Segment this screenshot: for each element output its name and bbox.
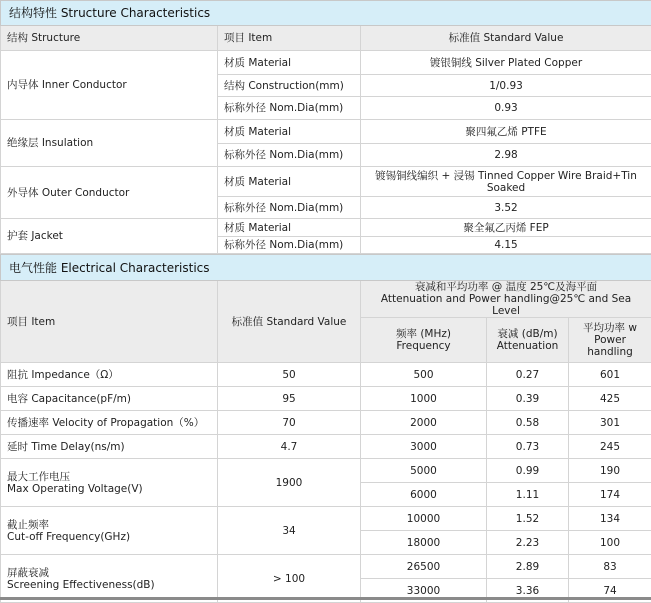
item-cell: 标称外径 Nom.Dia(mm) <box>218 237 361 254</box>
table-row <box>1 120 651 144</box>
table-row <box>1 507 651 531</box>
item-cell: 标称外径 Nom.Dia(mm) <box>218 97 361 120</box>
value-cell: 3.52 <box>361 197 651 219</box>
power-cell: 174 <box>569 483 651 507</box>
table-row <box>1 555 651 579</box>
table-row <box>1 411 651 435</box>
value-cell: 镀银铜线 Silver Plated Copper <box>361 51 651 75</box>
power-label-cn: 平均功率 w <box>575 322 645 334</box>
item-cell: 材质 Material <box>218 167 361 197</box>
frequency-cell: 2000 <box>361 411 487 435</box>
power-cell: 100 <box>569 531 651 555</box>
attenuation-label-en: Attenuation <box>493 340 562 352</box>
power-cell: 601 <box>569 363 651 387</box>
item-cell <box>1 555 218 603</box>
attenuation-cell: 2.89 <box>487 555 569 579</box>
header-frequency <box>361 318 487 363</box>
item-label-en: Cut-off Frequency(GHz) <box>7 531 211 543</box>
item-cell: 材质 Material <box>218 219 361 237</box>
attenuation-title-en: Attenuation and Power handling@25℃ and Sea Level <box>367 293 645 317</box>
item-cell: 标称外径 Nom.Dia(mm) <box>218 144 361 167</box>
power-cell: 134 <box>569 507 651 531</box>
value-cell: 2.98 <box>361 144 651 167</box>
attenuation-cell: 2.23 <box>487 531 569 555</box>
structure-header-row <box>1 26 651 51</box>
frequency-cell: 26500 <box>361 555 487 579</box>
value-cell: 4.15 <box>361 237 651 254</box>
power-cell: 83 <box>569 555 651 579</box>
attenuation-cell: 0.39 <box>487 387 569 411</box>
table-row <box>1 167 651 197</box>
header-item: 项目 Item <box>1 281 218 363</box>
frequency-label-en: Frequency <box>367 340 480 352</box>
table-row <box>1 51 651 75</box>
electrical-table <box>0 254 651 603</box>
attenuation-cell: 0.58 <box>487 411 569 435</box>
frequency-cell: 10000 <box>361 507 487 531</box>
structure-table <box>0 0 651 254</box>
frequency-cell: 3000 <box>361 435 487 459</box>
value-cell: 0.93 <box>361 97 651 120</box>
standard-cell: 95 <box>218 387 361 411</box>
attenuation-label-cn: 衰减 (dB/m) <box>493 328 562 340</box>
header-structure: 结构 Structure <box>1 26 218 51</box>
attenuation-cell: 1.52 <box>487 507 569 531</box>
frequency-label-cn: 频率 (MHz) <box>367 328 480 340</box>
power-cell: 301 <box>569 411 651 435</box>
power-label-en-1: Power <box>575 334 645 346</box>
group-name-insulation: 绝缘层 Insulation <box>1 120 218 167</box>
standard-cell: > 100 <box>218 555 361 603</box>
standard-cell: 50 <box>218 363 361 387</box>
standard-cell: 34 <box>218 507 361 555</box>
standard-cell: 1900 <box>218 459 361 507</box>
attenuation-cell: 0.99 <box>487 459 569 483</box>
group-name-jacket: 护套 Jacket <box>1 219 218 254</box>
attenuation-cell: 1.11 <box>487 483 569 507</box>
item-label-cn: 最大工作电压 <box>7 471 211 483</box>
table-row <box>1 363 651 387</box>
table-row <box>1 435 651 459</box>
item-label-en: Screening Effectiveness(dB) <box>7 579 211 591</box>
attenuation-cell: 3.36 <box>487 579 569 603</box>
group-name-outer-conductor: 外导体 Outer Conductor <box>1 167 218 219</box>
frequency-cell: 18000 <box>361 531 487 555</box>
frequency-cell: 33000 <box>361 579 487 603</box>
header-attenuation-title <box>361 281 651 318</box>
table-row <box>1 387 651 411</box>
item-label-cn: 截止频率 <box>7 519 211 531</box>
value-cell: 聚四氟乙烯 PTFE <box>361 120 651 144</box>
power-cell: 425 <box>569 387 651 411</box>
standard-cell: 4.7 <box>218 435 361 459</box>
value-cell: 镀锡铜线编织 + 浸锡 Tinned Copper Wire Braid+Tin Soaked <box>361 167 651 197</box>
header-item: 项目 Item <box>218 26 361 51</box>
item-cell: 标称外径 Nom.Dia(mm) <box>218 197 361 219</box>
header-standard-value: 标准值 Standard Value <box>361 26 651 51</box>
frequency-cell: 500 <box>361 363 487 387</box>
value-cell: 聚全氟乙丙烯 FEP <box>361 219 651 237</box>
electrical-section-title: 电气性能 Electrical Characteristics <box>1 255 651 281</box>
standard-cell: 70 <box>218 411 361 435</box>
frequency-cell: 5000 <box>361 459 487 483</box>
header-standard-value: 标准值 Standard Value <box>218 281 361 363</box>
frequency-cell: 1000 <box>361 387 487 411</box>
item-cell: 阻抗 Impedance（Ω） <box>1 363 218 387</box>
header-power <box>569 318 651 363</box>
item-label-cn: 屏蔽衰减 <box>7 567 211 579</box>
table-row <box>1 459 651 483</box>
item-cell: 电容 Capacitance(pF/m) <box>1 387 218 411</box>
attenuation-cell: 0.73 <box>487 435 569 459</box>
structure-section-title: 结构特性 Structure Characteristics <box>1 1 651 26</box>
item-cell: 材质 Material <box>218 120 361 144</box>
attenuation-title-cn: 衰减和平均功率 @ 温度 25℃及海平面 <box>367 281 645 293</box>
item-cell: 材质 Material <box>218 51 361 75</box>
item-cell <box>1 507 218 555</box>
item-cell: 传播速率 Velocity of Propagation（%） <box>1 411 218 435</box>
power-cell: 74 <box>569 579 651 603</box>
item-cell: 结构 Construction(mm) <box>218 75 361 97</box>
frequency-cell: 6000 <box>361 483 487 507</box>
power-cell: 245 <box>569 435 651 459</box>
electrical-header-row <box>1 281 651 318</box>
header-attenuation <box>487 318 569 363</box>
item-cell <box>1 459 218 507</box>
attenuation-cell: 0.27 <box>487 363 569 387</box>
table-row <box>1 219 651 237</box>
item-label-en: Max Operating Voltage(V) <box>7 483 211 495</box>
item-cell: 延时 Time Delay(ns/m) <box>1 435 218 459</box>
value-cell: 1/0.93 <box>361 75 651 97</box>
power-cell: 190 <box>569 459 651 483</box>
group-name-inner-conductor: 内导体 Inner Conductor <box>1 51 218 120</box>
power-label-en-2: handling <box>575 346 645 358</box>
